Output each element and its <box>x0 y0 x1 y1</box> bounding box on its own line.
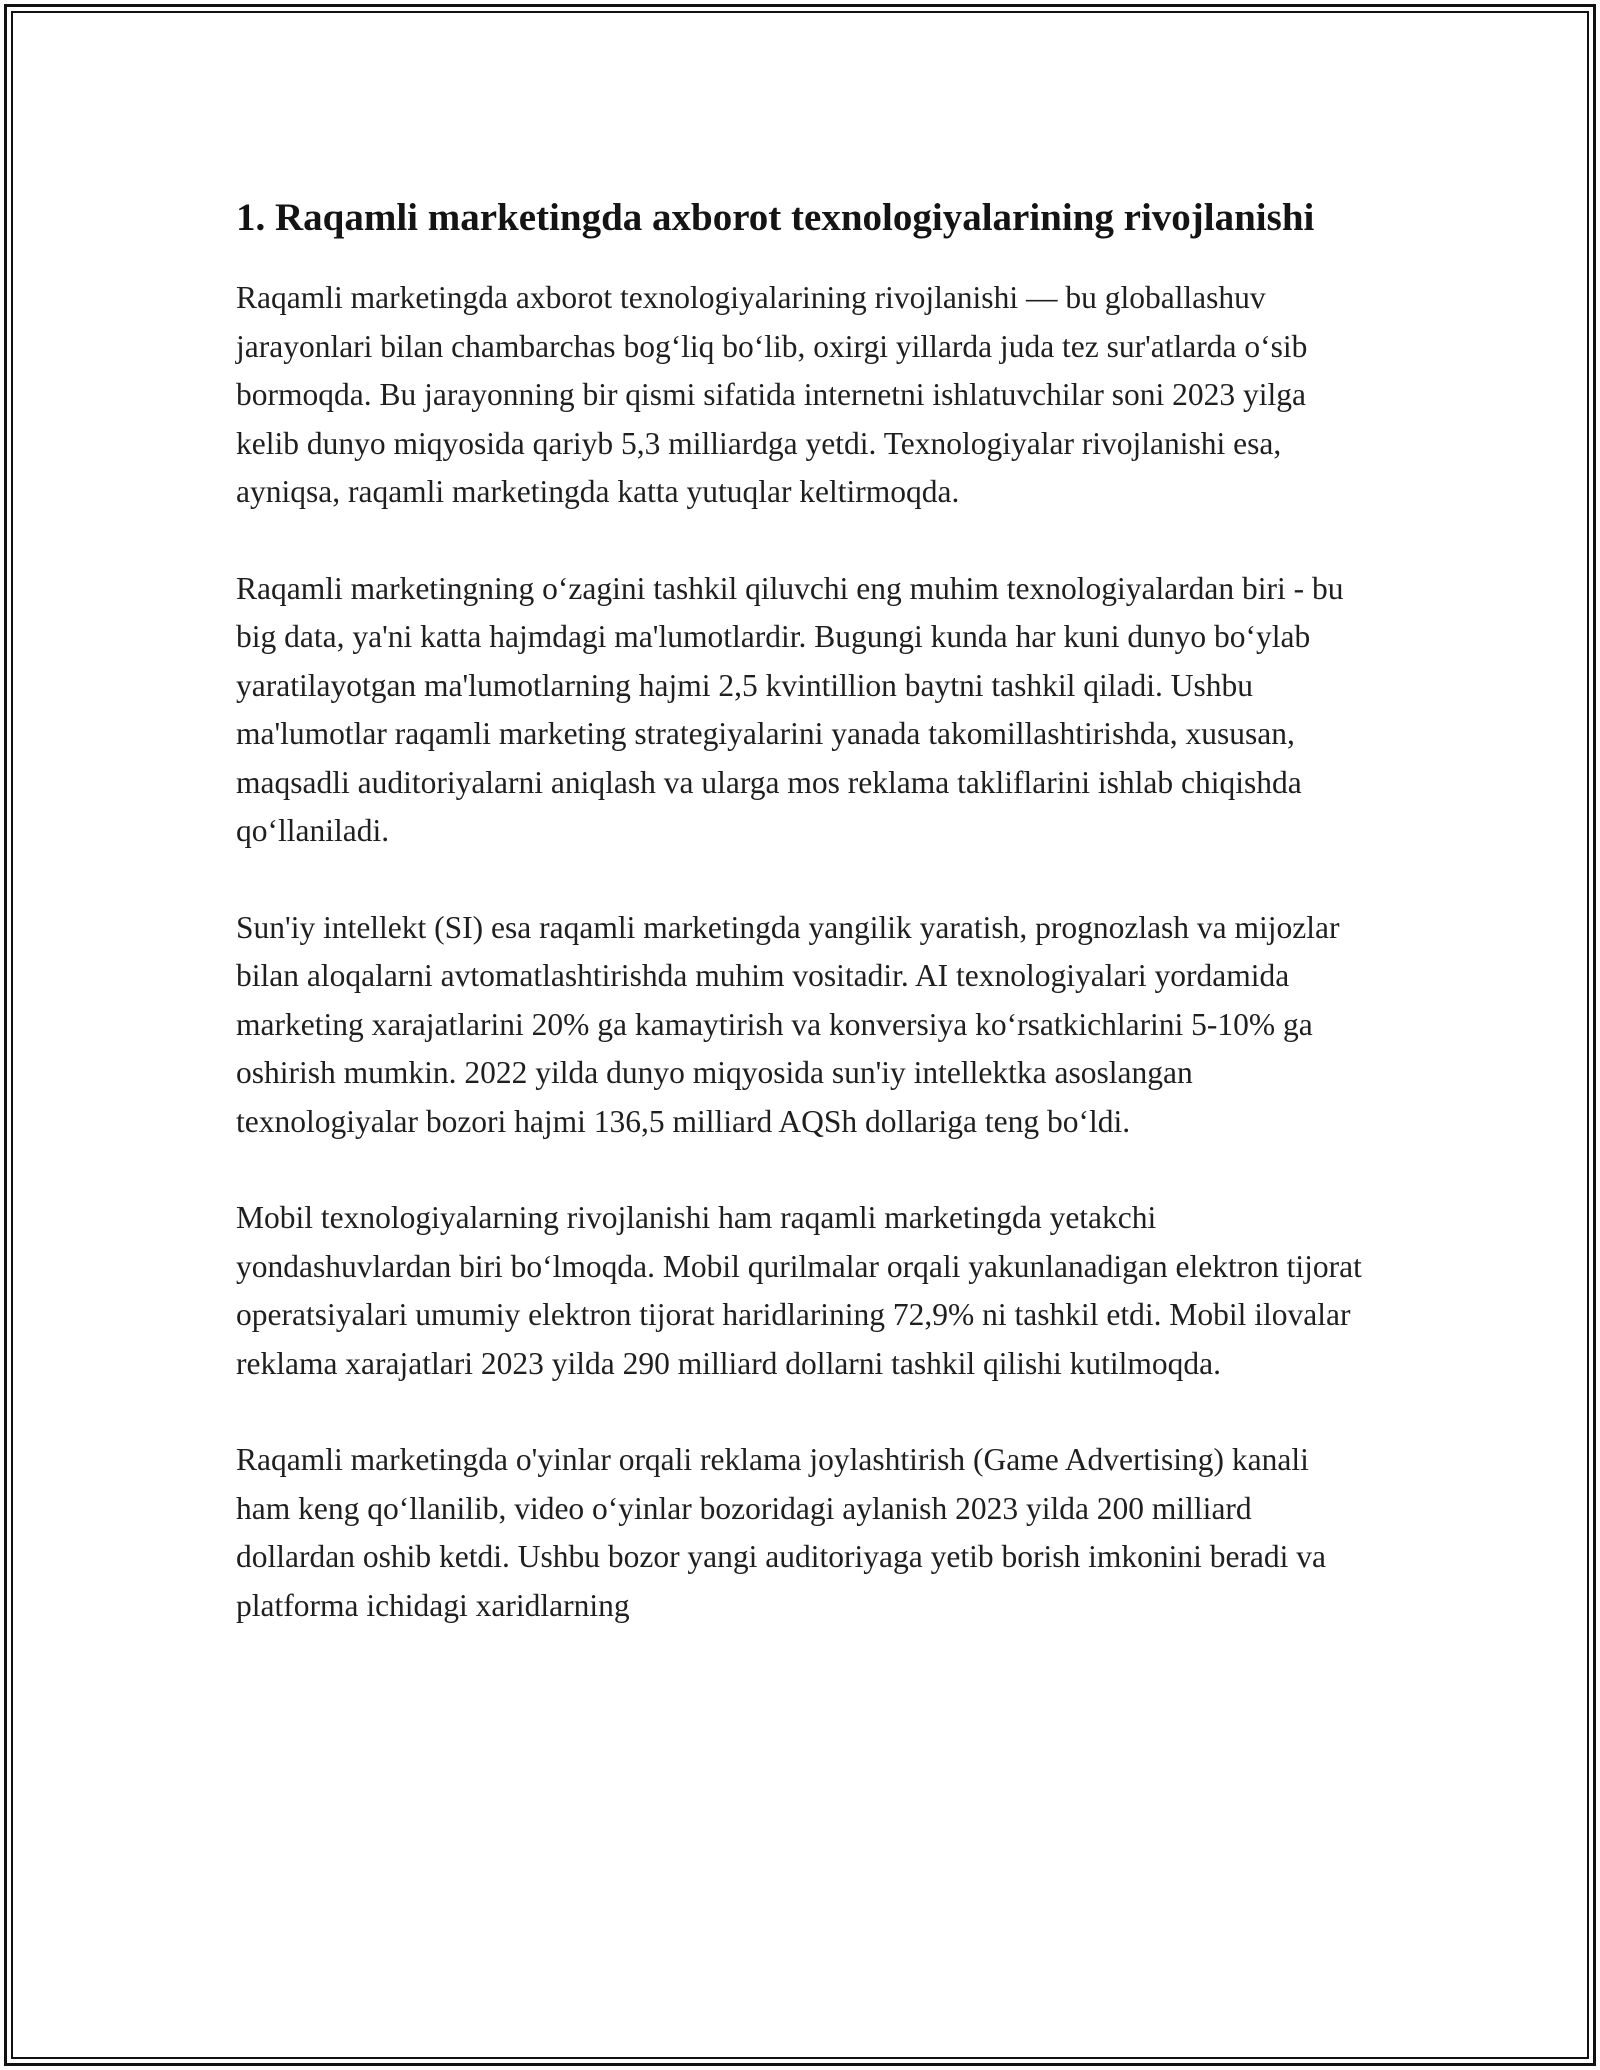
paragraph-artificial-intelligence: Sun'iy intellekt (SI) esa raqamli marketingda yangilik yaratish, prognozlash va mijozlar bilan aloqalarni avtomatlashtirishda muhim vositadir. AI texnologiyalari yordamida marketing xarajatlarini 20% ga kamaytirish va konversiya ko‘rsatkichlarini 5-10% ga oshirish mumkin. 2022 yilda dunyo miqyosida sun'iy intellektka asoslangan texnologiyalar bozori hajmi 136,5 milliard AQSh dollariga teng bo‘ldi. <box>236 909 1340 1139</box>
paragraph-internet-growth: Raqamli marketingda axborot texnologiyalarining rivojlanishi — bu globallashuv jarayonlari bilan chambarchas bog‘liq bo‘lib, oxirgi yillarda juda tez sur'atlarda o‘sib bormoqda. Bu jarayonning bir qismi sifatida internetni ishlatuvchilar soni 2023 yilga kelib dunyo miqyosida qariyb 5,3 milliardga yetdi. Texnologiyalar rivojlanishi esa, ayniqsa, raqamli marketingda katta yutuqlar keltirmoqda. <box>236 280 1308 509</box>
document-body <box>236 190 1366 1678</box>
paragraph-big-data: Raqamli marketingning o‘zagini tashkil qiluvchi eng muhim texnologiyalardan biri - bu big data, ya'ni katta hajmdagi ma'lumotlardir. Bugungi kunda har kuni dunyo bo‘ylab yaratilayotgan ma'lumotlarning hajmi 2,5 kvintillion baytni tashkil qiladi. Ushbu ma'lumotlar raqamli marketing strategiyalarini yanada takomillashtirishda, xususan, maqsadli auditoriyalarni aniqlash va ularga mos reklama takliflarini ishlab chiqishda qo‘llaniladi. <box>236 570 1344 848</box>
paragraph-mobile-technologies: Mobil texnologiyalarning rivojlanishi ham raqamli marketingda yetakchi yondashuvlardan biri bo‘lmoqda. Mobil qurilmalar orqali yakunlanadigan elektron tijorat operatsiyalari umumiy elektron tijorat haridlarining 72,9% ni tashkil etdi. Mobil ilovalar reklama xarajatlari 2023 yilda 290 milliard dollarni tashkil qilishi kutilmoqda. <box>236 1200 1362 1381</box>
section-heading: 1. Raqamli marketingda axborot texnologiyalarining rivojlanishi <box>236 196 1315 239</box>
paragraph-game-advertising: Raqamli marketingda o'yinlar orqali reklama joylashtirish (Game Advertising) kanali ham keng qo‘llanilib, video o‘yinlar bozoridagi aylanish 2023 yilda 200 milliard dollardan oshib ketdi. Ushbu bozor yangi auditoriyaga yetib borish imkonini beradi va platforma ichidagi xaridlarning <box>236 1442 1327 1623</box>
